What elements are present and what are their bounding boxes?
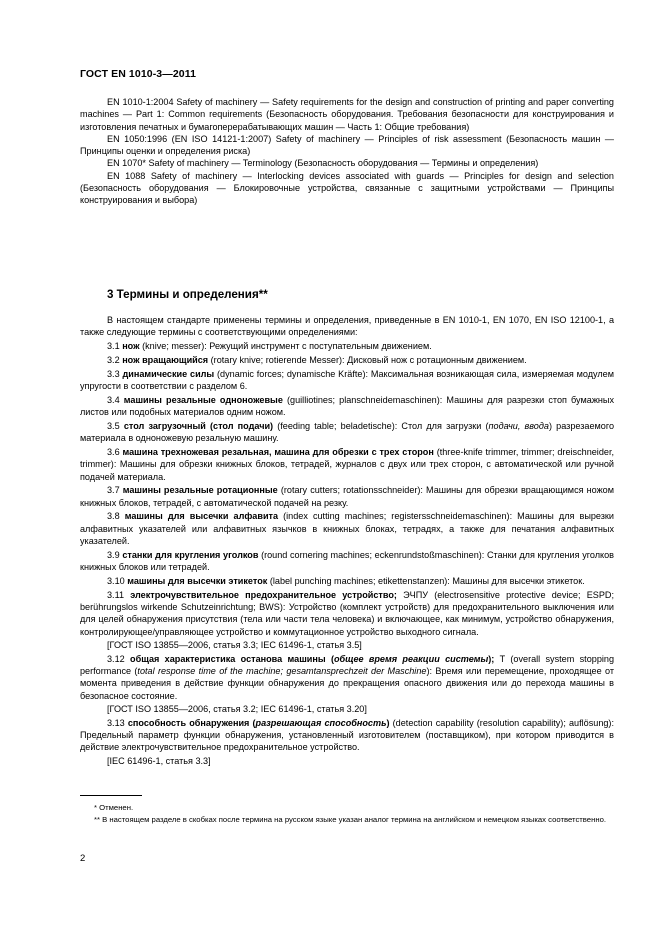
term-text: ) разрезаемого материала в одноножевую резальную машину. [80, 420, 615, 444]
term-definition [80, 420, 614, 445]
term-name: нож [122, 341, 140, 352]
term-text: (detection capability (resolution capability); auflösung): Предельный параметр функции обнаружения, установленный изготовителем (поставщиком), при котором приводится в действие электрочувствительное предохранительное устройство. [80, 717, 614, 753]
term-name: способность обнаружения (разрешающая способность) [127, 717, 390, 728]
term-name-italic: общее время реакции системы [333, 653, 489, 664]
term-text: (round cornering machines; eckenrundstoßmaschinen): Станки для кругления уголков книжных блоков или тетрадей. [80, 549, 614, 573]
term-name: стол загрузочный (стол подачи) [123, 420, 274, 431]
term-definition [80, 368, 614, 393]
term-definition [80, 549, 614, 574]
term-text: (knive; messer): Режущий инструмент с поступательным движением. [139, 341, 432, 352]
term-number: 3.13 [107, 717, 125, 728]
term-source: [ГОСТ ISO 13855—2006, статья 3.3; IEC 61496-1, статья 3.5] [107, 639, 362, 650]
term-text: (three-knife trimmer, trimmer; dreischneider, trimmer): Машины для обрезки книжных блоков, тетрадей, журналов с двух или трех сторон, с автоматической или ручной подачей материала. [80, 446, 614, 482]
term-definition [80, 717, 614, 754]
term-number: 3.10 [107, 575, 125, 586]
term-definition [80, 589, 614, 638]
footnote-item: * Отменен. [94, 803, 134, 812]
term-name: машины резальные ротационные [122, 485, 278, 496]
term-text: (feeding table; beladetische): Стол для загрузки ( [273, 420, 489, 431]
document-header: ГОСТ EN 1010-3—2011 [80, 68, 197, 80]
reference-item: EN 1050:1996 (EN ISO 14121-1:2007) Safety of machinery — Principles of risk assessment (Безопасность машин — Принципы оценки и определения риска) [80, 133, 614, 157]
term-definition [80, 446, 614, 483]
term-name: машина трехножевая резальная, машина для обрезки с трех сторон [122, 446, 434, 457]
term-definition [80, 484, 614, 509]
term-definition [80, 510, 614, 547]
footnotes [80, 802, 614, 825]
term-italic: total response time of the machine; gesamtansprechzeit der Maschine [137, 666, 427, 677]
term-text: (dynamic forces; dynamische Kräfte): Максимальная возникающая сила, измеряемая модулем упругости в соответствии с разделом 6. [80, 368, 614, 391]
reference-item: EN 1070* Safety of machinery — Terminology (Безопасность оборудования — Термины и определения) [107, 158, 539, 169]
term-number: 3.11 [107, 589, 125, 600]
reference-item: EN 1088 Safety of machinery — Interlocking devices associated with guards — Principles for design and selection (Безопасность оборудования — Блокировочные устройства, связанные с защитными устройствами — Принципы конструирования и выбора) [80, 170, 614, 206]
term-name: машины для высечки этикеток [127, 575, 268, 586]
term-number: 3.1 [107, 341, 120, 352]
term-name: общая характеристика останова машины (общее время реакции системы); [130, 653, 495, 664]
term-number: 3.12 [107, 653, 125, 664]
term-text: (label punching machines; etikettenstanzen): Машины для высечки этикеток. [267, 575, 585, 586]
term-definition [80, 575, 614, 587]
term-text: T (overall system stopping performance ( [80, 653, 615, 677]
term-source: [ГОСТ ISO 13855—2006, статья 3.2; IEC 61496-1, статья 3.20] [107, 703, 367, 714]
term-number: 3.6 [107, 446, 120, 457]
section-intro: В настоящем стандарте применены термины и определения, приведенные в EN 1010-1, EN 1070, EN ISO 12100-1, а также следующие термины с соответствующими определениями: [80, 315, 614, 338]
term-number: 3.8 [107, 511, 120, 522]
term-number: 3.3 [107, 368, 120, 379]
term-name-italic: разрешающая способность [255, 717, 387, 728]
term-number: 3.5 [107, 420, 120, 431]
term-text: (rotary knive; rotierende Messer): Дисковый нож с ротационным движением. [208, 354, 527, 365]
term-text: ЭЧПУ (electrosensitive protective device; ESPD; berührungslos wirkende Schutzeinrichtung; BWS): Устройство (комплект устройств) для предохранительного выключения или для целей обнаружения присутствия (тела или части тела человека) и включающее, как минимум, устройство обнаружения, контролирующее/управляющее устройство и коммутационное устройство выходного сигнала. [80, 589, 614, 637]
term-source: [IEC 61496-1, статья 3.3] [107, 755, 211, 766]
term-definition [80, 340, 614, 352]
section-terms [80, 288, 614, 767]
page-number: 2 [80, 853, 86, 864]
term-name: нож вращающийся [122, 354, 209, 365]
term-name: машины резальные одноножевые [123, 394, 283, 405]
footnote-item: ** В настоящем разделе в скобках после термина на русском языке указан аналог термина на английском и немецком языках соответственно. [94, 814, 606, 824]
reference-item: EN 1010-1:2004 Safety of machinery — Safety requirements for the design and construction of printing and paper converting machines — Part 1: Common requirements (Безопасность оборудования. Требования безопасности для конструирования и изготовления печатных и бумагоперерабатывающих машин — Часть 1: Общие требования) [80, 97, 614, 132]
normative-references [80, 96, 614, 207]
term-number: 3.9 [107, 549, 120, 560]
term-name: машины для высечки алфавита [124, 511, 279, 522]
term-definition [80, 394, 614, 419]
term-italic: подачи, ввода [488, 420, 549, 431]
term-name: электрочувствительное предохранительное устройство; [130, 589, 397, 600]
term-definition [80, 653, 614, 702]
term-text: (index cutting machines; registersschneidemaschinen): Машины для вырезки алфавитных указателей или алфавитных язычков в книжных блоках, тетрадях, а также для печатания алфавитных указателей. [80, 511, 614, 547]
term-name: станки для кругления уголков [122, 549, 259, 560]
term-text: ): Время или перемещение, проходящее от момента приведения в действие функции обнаружения до прекращения опасного движения или до перехода машины в безопасное состояние. [80, 666, 614, 701]
term-definition [80, 354, 614, 366]
footnote-separator [80, 795, 142, 796]
term-text: (rotary cutters; rotationsschneider): Машины для обрезки вращающимся ножом книжных блоков, тетрадей, с автоматической подачей на резку. [80, 485, 614, 508]
term-text: (guilliotines; planschneidemaschinen): Машины для разрезки стоп бумажных листов или подобных материалов одним ножом. [80, 394, 615, 418]
term-number: 3.2 [107, 354, 120, 365]
term-number: 3.7 [107, 485, 120, 496]
term-number: 3.4 [107, 394, 120, 405]
term-name: динамические силы [122, 368, 215, 379]
section-title: 3 Термины и определения** [107, 288, 268, 301]
